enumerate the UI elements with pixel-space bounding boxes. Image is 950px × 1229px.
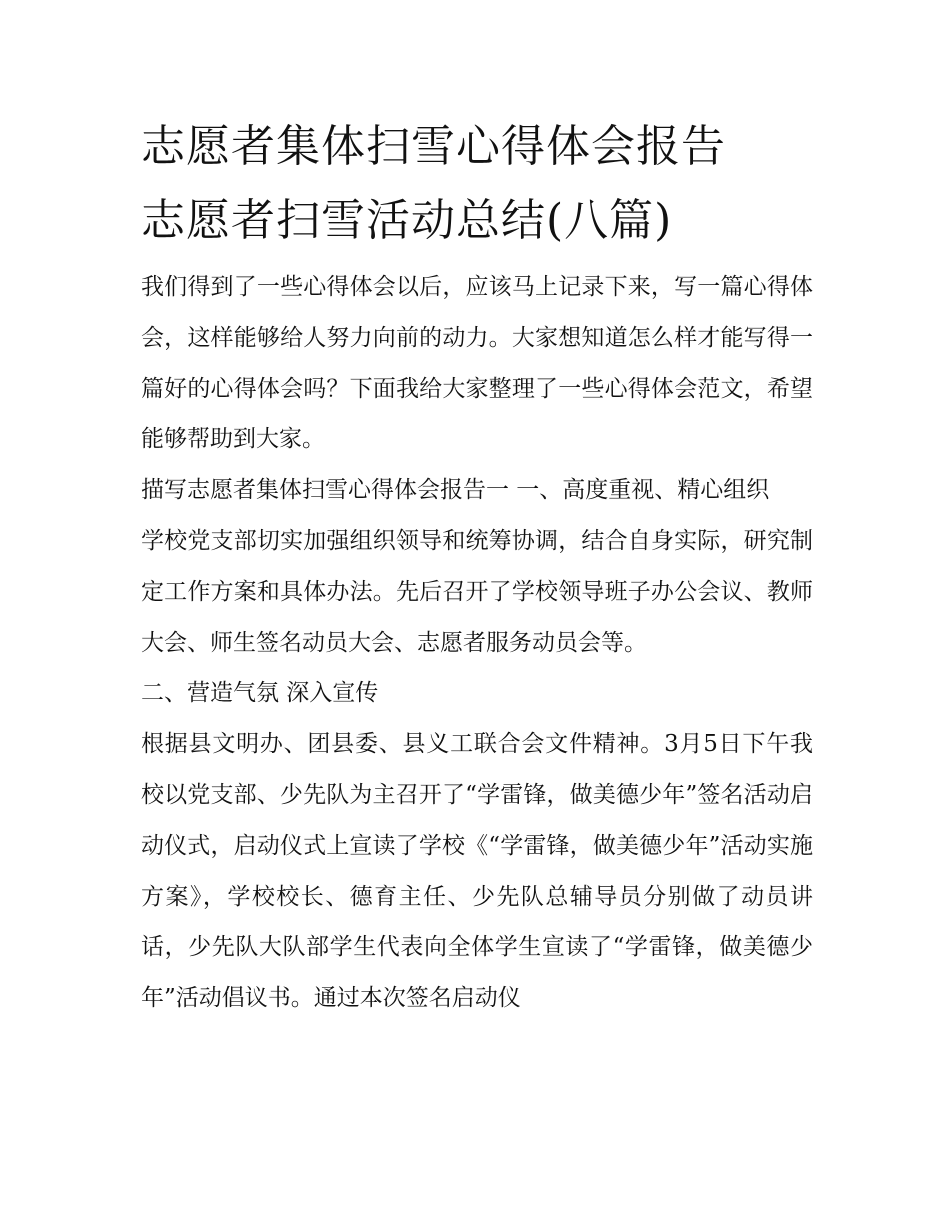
paragraph-publicity: 根据县文明办、团县委、县义工联合会文件精神。3月5日下午我校以党支部、少先队为主召开了“学雷锋，做美德少年”签名活动启动仪式，启动仪式上宣读了学校《“学雷锋，做美德少年”活动实施方案》，学校校长、德育主任、少先队总辅导员分别做了动员讲话，少先队大队部学生代表向全体学生宣读了“学雷锋，做美德少年”活动倡议书。通过本次签名启动仪 <box>141 731 813 1012</box>
title-line-2: 志愿者扫雪活动总结(八篇) <box>141 195 673 246</box>
paragraph-section-heading-2: 二、营造气氛 深入宣传 <box>141 680 379 707</box>
paragraph-organization: 学校党支部切实加强组织领导和统筹协调，结合自身实际，研究制定工作方案和具体办法。先后召开了学校领导班子办公会议、教师大会、师生签名动员大会、志愿者服务动员会等。 <box>141 527 813 656</box>
paragraph-section-heading-1: 描写志愿者集体扫雪心得体会报告一 一、高度重视、精心组织 <box>141 477 770 504</box>
document-body <box>141 262 813 1024</box>
document-title <box>141 118 813 250</box>
paragraph-intro: 我们得到了一些心得体会以后，应该马上记录下来，写一篇心得体会，这样能够给人努力向前的动力。大家想知道怎么样才能写得一篇好的心得体会吗？下面我给大家整理了一些心得体会范文，希望能够帮助到大家。 <box>141 274 813 453</box>
title-line-1: 志愿者集体扫雪心得体会报告 <box>141 121 726 172</box>
document-content <box>141 118 813 1024</box>
